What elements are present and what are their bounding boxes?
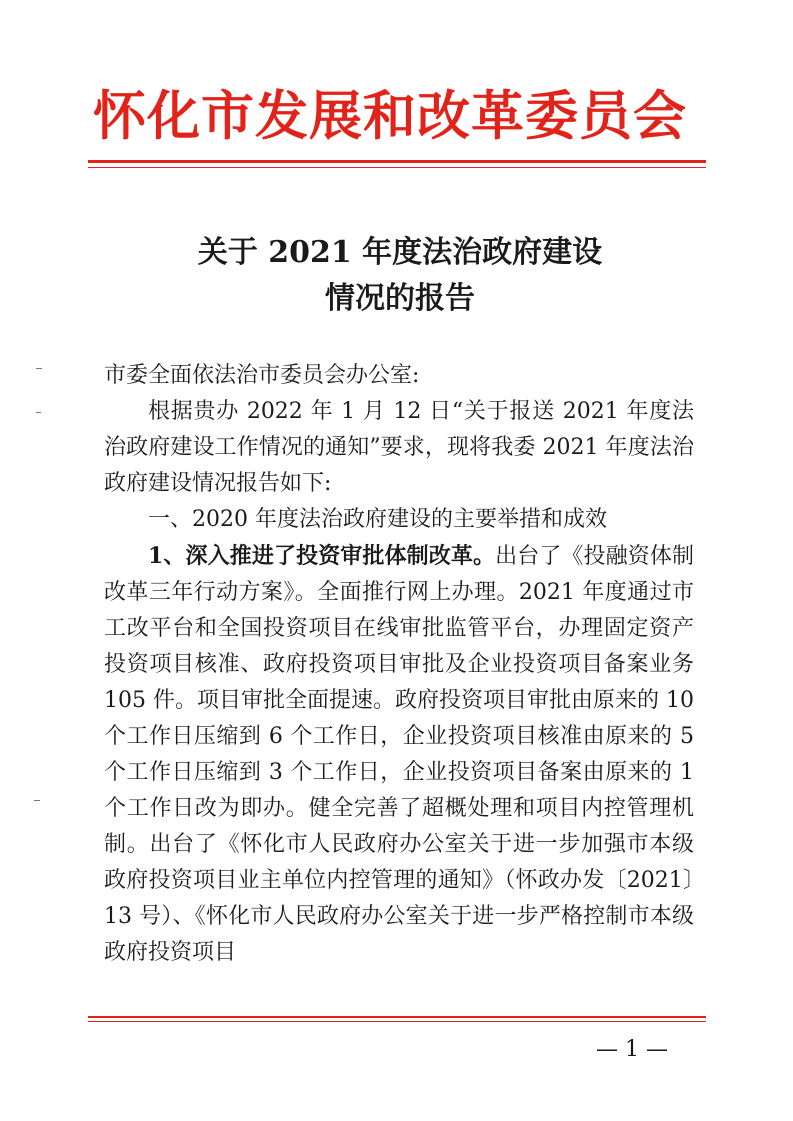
item1-lead: 1、深入推进了投资审批体制改革。 (148, 543, 496, 569)
page-number: — 1 — (596, 1037, 668, 1062)
item1-paragraph (104, 538, 694, 971)
document-title-line2: 情况的报告 (325, 281, 475, 316)
header-rule-thin (88, 167, 706, 168)
footer-rule-thick (88, 1016, 706, 1018)
intro-paragraph: 根据贵办 2022 年 1 月 12 日“关于报送 2021 年度法治政府建设工作情况的通知”要求，现将我委 2021 年度法治政府建设情况报告如下: (104, 399, 694, 496)
org-header-title: 怀化市发展和改革委员会 (93, 85, 687, 147)
document-title (100, 230, 700, 322)
section-heading: 一、2020 年度法治政府建设的主要举措和成效 (148, 507, 607, 532)
footer-rule-thin (88, 1021, 706, 1022)
scan-edge-mark (36, 412, 41, 413)
item1-body: 出台了《投融资体制改革三年行动方案》。全面推行网上办理。2021 年度通过市工改平台和全国投资项目在线审批监管平台，办理固定资产投资项目核准、政府投资项目审批及企业投资项目备案业务 105 件。项目审批全面提速。政府投资项目审批由原来的 10 个工作日压缩到 6 个工作日，企业投资项目核准由原来的 5 个工作日压缩到 3 个工作日，企业投资项目备案由原来的 1 个工作日改为即办。健全完善了超概处理和项目内控管理机制。出台了《怀化市人民政府办公室关于进一步加强市本级政府投资项目业主单位内控管理的通知》（怀政办发〔2021〕13 号）、《怀化市人民政府办公室关于进一步严格控制市本级政府投资项目 (104, 544, 694, 965)
header-rule-thick (88, 160, 706, 163)
scan-edge-mark (36, 368, 42, 369)
document-body (104, 358, 694, 971)
salutation: 市委全面依法治市委员会办公室: (104, 363, 420, 388)
document-title-line1: 关于 2021 年度法治政府建设 (197, 235, 603, 270)
scan-edge-mark (34, 800, 40, 801)
